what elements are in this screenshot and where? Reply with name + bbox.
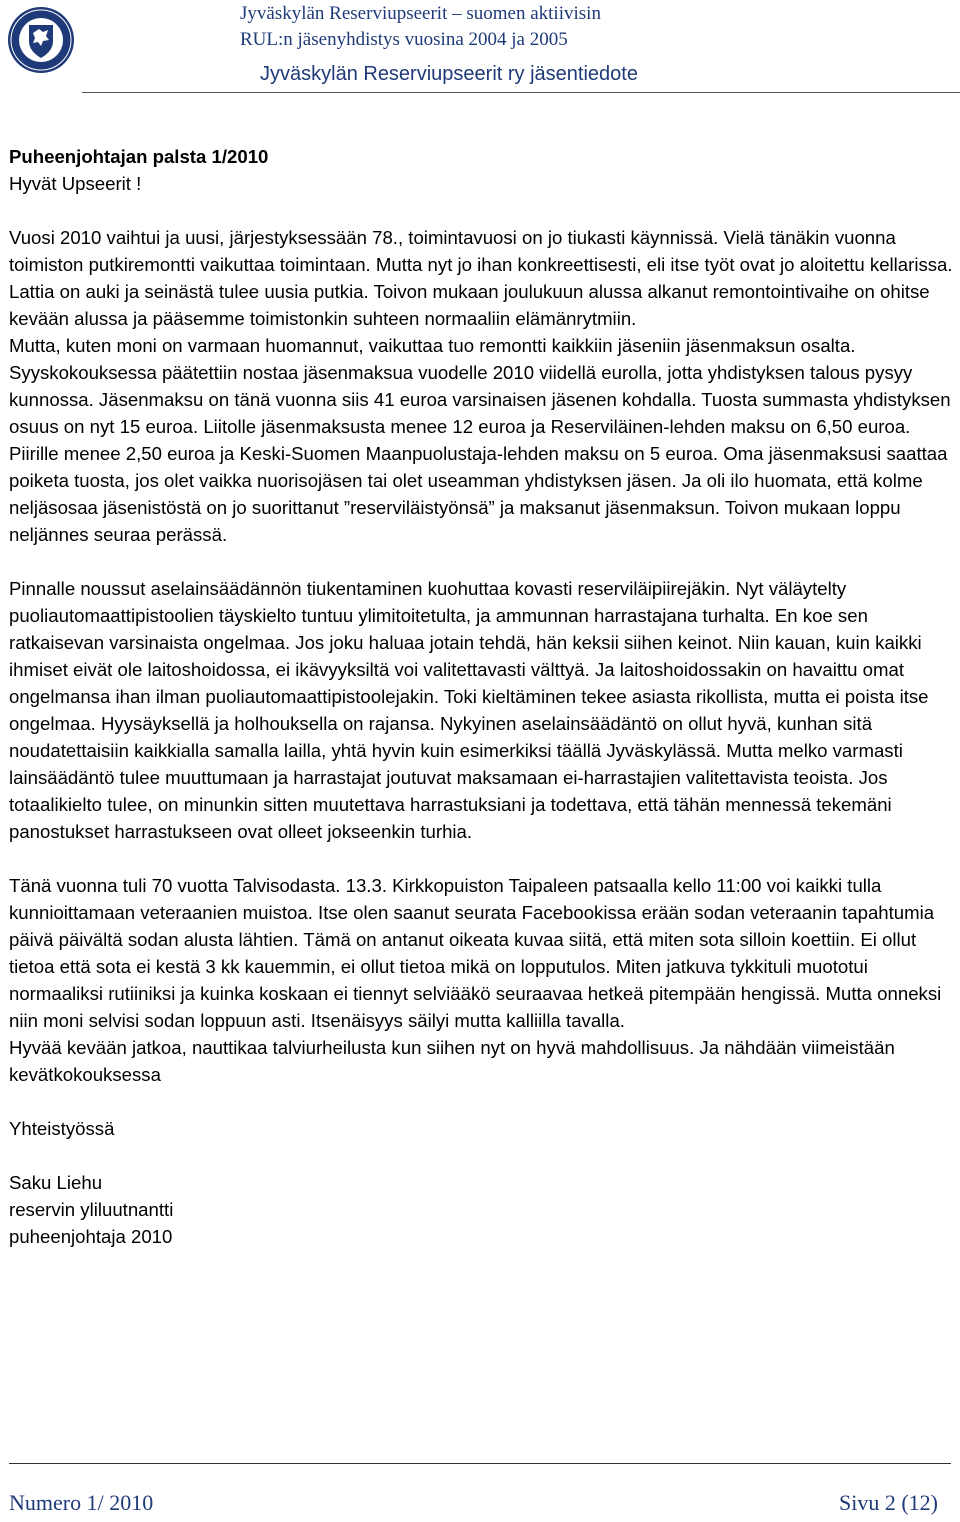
- issue-number: Numero 1/ 2010: [9, 1490, 154, 1515]
- article-title: Puheenjohtajan palsta 1/2010: [9, 146, 269, 167]
- header-subtitle: RUL:n jäsenyhdistys vuosina 2004 ja 2005: [240, 29, 568, 50]
- closing: Yhteistyössä: [9, 1118, 115, 1139]
- greeting: Hyvät Upseerit !: [9, 173, 142, 194]
- signature-role: puheenjohtaja 2010: [9, 1226, 173, 1247]
- lion-shield-emblem-icon: [6, 5, 76, 75]
- paragraph-renovation: Vuosi 2010 vaihtui ja uusi, järjestyksessään 78., toimintavuosi on jo tiukasti käynnissä. Vielä tänäkin vuonna toimiston putkiremontti vaikuttaa toimintaan. Mutta nyt jo ihan konkreettisesti, eli itse työt ovat jo aloitettu kellarissa. Lattia on auki ja seinästä tulee uusia putkia. Toivon mukaan joulukuun alussa alkanut remontointivaihe on ohitse kevään alussa ja pääsemme toimistonkin suhteen normaaliin elämänrytmiin.: [9, 227, 953, 329]
- signature-rank: reservin yliluutnantti: [9, 1199, 174, 1220]
- paragraph-winter-war: Tänä vuonna tuli 70 vuotta Talvisodasta. 13.3. Kirkkopuiston Taipaleen patsaalla kello 11:00 voi kaikki tulla kunnioittamaan veteraanien muistoa. Itse olen saanut seurata Facebookissa erään sodan veteraanin tapahtumia päivä päivältä sodan alusta lähtien. Tämä on antanut oikeata kuvaa siitä, että miten sota silloin koettiin. Ei ollut tietoa että sota ei kestä 3 kk kauemmin, ei ollut tietoa mikä on lopputulos. Miten jatkuva tykkituli muototui normaaliksi rutiiniksi ja kuinka koskaan ei tiennyt selviääkö seuraavaa hetkeä pitempään hengissä. Mutta onneksi niin moni selvisi sodan loppuun asti. Itsenäisyys säilyi mutta kalliilla tavalla.: [9, 875, 942, 1031]
- page-number: Sivu 2 (12): [839, 1490, 938, 1515]
- header-divider: [82, 92, 960, 93]
- header-newsletter-title: Jyväskylän Reserviupseerit ry jäsentiedote: [260, 63, 638, 85]
- signature-name: Saku Liehu: [9, 1172, 103, 1193]
- paragraph-membership-fee: Mutta, kuten moni on varmaan huomannut, vaikuttaa tuo remontti kaikkiin jäseniin jäsenmaksun osalta. Syyskokouksessa päätettiin nostaa jäsenmaksua vuodelle 2010 viidellä eurolla, jotta yhdistyksen talous pysyy kunnossa. Jäsenmaksu on tänä vuonna siis 41 euroa varsinaisen jäsenen kohdalla. Tuosta summasta yhdistyksen osuus on nyt 15 euroa. Liitolle jäsenmaksusta menee 12 euroa ja Reserviläinen-lehden maksu on 6,50 euroa. Piirille menee 2,50 euroa ja Keski-Suomen Maanpuolustaja-lehden maksu on 5 euroa. Oma jäsenmaksusi saattaa poiketa tuosta, jos olet vaikka nuorisojäsen tai olet useamman yhdistyksen jäsen. Ja oli ilo huomata, että kolme neljäsosaa jäsenistöstä on jo suorittanut ”reserviläistyönsä” ja maksanut jäsenmaksun. Toivon mukaan loppu neljännes seuraa perässä.: [9, 335, 951, 545]
- header-slogan: Jyväskylän Reserviupseerit – suomen aktiivisin: [240, 3, 601, 24]
- paragraph-farewell: Hyvää kevään jatkoa, nauttikaa talviurheilusta kun siihen nyt on hyvä mahdollisuus. Ja nähdään viimeistään kevätkokouksessa: [9, 1037, 895, 1085]
- association-logo: [6, 5, 76, 75]
- article: [9, 143, 953, 1250]
- paragraph-firearms-law: Pinnalle noussut aselainsäädännön tiukentaminen kuohuttaa kovasti reserviläipiirejäkin. Nyt väläytelty puoliautomaattipistoolien täyskielto tuntuu ylimitoitetulta, ja ammunnan harrastajana turhalta. En koe sen ratkaisevan varsinaista ongelmaa. Jos joku haluaa jotain tehdä, hän keksii siihen keinot. Niin kauan, kuin kaikki ihmiset eivät ole laitoshoidossa, ei ikävyyksiltä voi valitettavasti välttyä. Ja laitoshoidossakin on havaittu omat ongelmansa ihan ilman puoliautomaattipistoolejakin. Toki kieltäminen tekee asiasta rikollista, mutta ei poista itse ongelmaa. Hyysäyksellä ja holhouksella on rajansa. Nykyinen aselainsäädäntö on ollut hyvä, kunhan sitä noudatettaisiin kaikkialla samalla lailla, yhtä hyvin kuin esimerkiksi täällä Jyväskylässä. Mutta melko varmasti lainsäädäntö tulee muuttumaan ja harrastajat joutuvat maksamaan ei-harrastajien valitettavista teoista. Jos totaalikielto tulee, on minunkin sitten muutettava harrastuksiani ja todettava, että tähän mennessä tekemäni panostukset harrastukseen ovat olleet jokseenkin turhia.: [9, 578, 929, 842]
- footer-divider: [9, 1463, 951, 1464]
